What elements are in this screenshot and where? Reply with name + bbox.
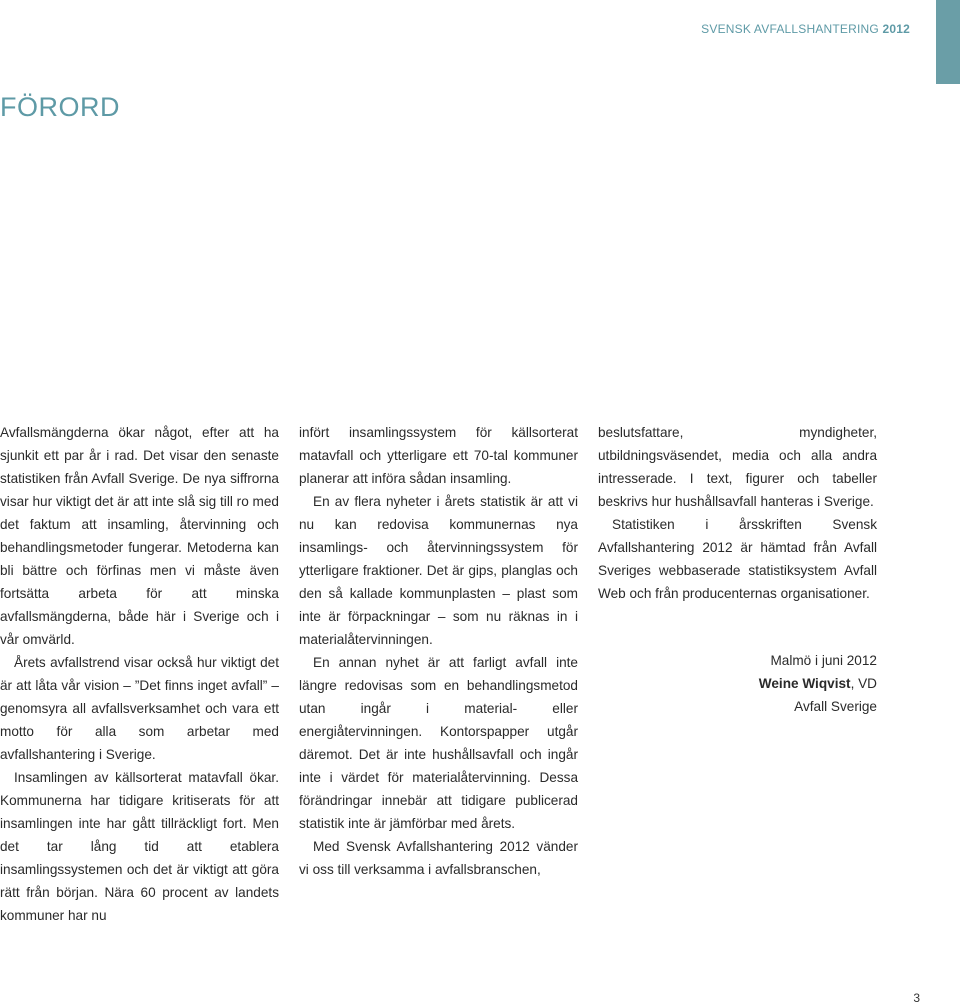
running-header <box>701 22 910 36</box>
page-title: FÖRORD <box>0 92 120 122</box>
accent-bar <box>936 0 960 84</box>
paragraph: En annan nyhet är att farligt avfall inte längre redovisas som en behandlingsmetod utan ingår i material- eller energiåtervinningen. Kontorspapper utgår däremot. Det är inte hushållsavfall och ingår inte i värdet för materialåtervinning. Dessa förändringar innebär att tidigare publicerad statistik inte är jämförbar med årets. <box>299 655 578 831</box>
page-number: 3 <box>913 991 920 1005</box>
paragraph: Avfallsmängderna ökar något, efter att ha sjunkit ett par år i rad. Det visar den senaste statistiken från Avfall Sverige. De nya siffrorna visar hur viktigt det är att inte slå sig till ro med det faktum att insamling, återvinning och behandlingsmetoder fungerar. Metoderna kan bli bättre och förfinas men vi måste även fortsätta arbeta för att minska avfallsmängderna, både här i Sverige och i vår omvärld. <box>0 425 279 647</box>
paragraph: Statistiken i årsskriften Svensk Avfallshantering 2012 är hämtad från Avfall Sveriges webbaserade statistiksystem Avfall Web och från producenternas organisationer. <box>598 517 877 601</box>
running-header-title: SVENSK AVFALLSHANTERING <box>701 22 879 36</box>
paragraph: infört insamlingssystem för källsorterat matavfall och ytterligare ett 70-tal kommuner planerar att införa sådan insamling. <box>299 425 578 486</box>
signature-name-line <box>598 672 877 695</box>
signature-name: Weine Wiqvist <box>758 676 851 691</box>
signature-block <box>598 649 877 718</box>
text-column-1 <box>0 421 279 927</box>
running-header-year: 2012 <box>882 22 910 36</box>
signature-role: , VD <box>850 676 877 691</box>
text-column-2 <box>299 421 578 881</box>
signature-organization: Avfall Sverige <box>794 699 877 714</box>
paragraph: En av flera nyheter i årets statistik är att vi nu kan redovisa kommunernas nya insamlings- och återvinningssystem för ytterligare fraktioner. Det är gips, planglas och den så kallade kommunplasten – plast som inte är förpackningar – som nu räknas in i materialåtervinningen. <box>299 494 578 647</box>
signature-place-date: Malmö i juni 2012 <box>770 653 877 668</box>
paragraph: beslutsfattare, myndigheter, utbildningsväsendet, media och alla andra intresserade. I text, figurer och tabeller beskrivs hur hushållsavfall hanteras i Sverige. <box>598 425 877 509</box>
paragraph: Årets avfallstrend visar också hur viktigt det är att låta vår vision – ”Det finns inget avfall” – genomsyra all avfallsverksamhet och vara ett motto för alla som arbetar med avfallshantering i Sverige. <box>0 655 279 762</box>
paragraph: Insamlingen av källsorterat matavfall ökar. Kommunerna har tidigare kritiserats för att insamlingen inte har gått tillräckligt fort. Men det tar lång tid att etablera insamlingssystemen och det är viktigt att göra rätt från början. Nära 60 procent av landets kommuner har nu <box>0 770 279 923</box>
text-column-3 <box>598 421 877 605</box>
paragraph: Med Svensk Avfallshantering 2012 vänder vi oss till verksamma i avfallsbranschen, <box>299 839 578 877</box>
